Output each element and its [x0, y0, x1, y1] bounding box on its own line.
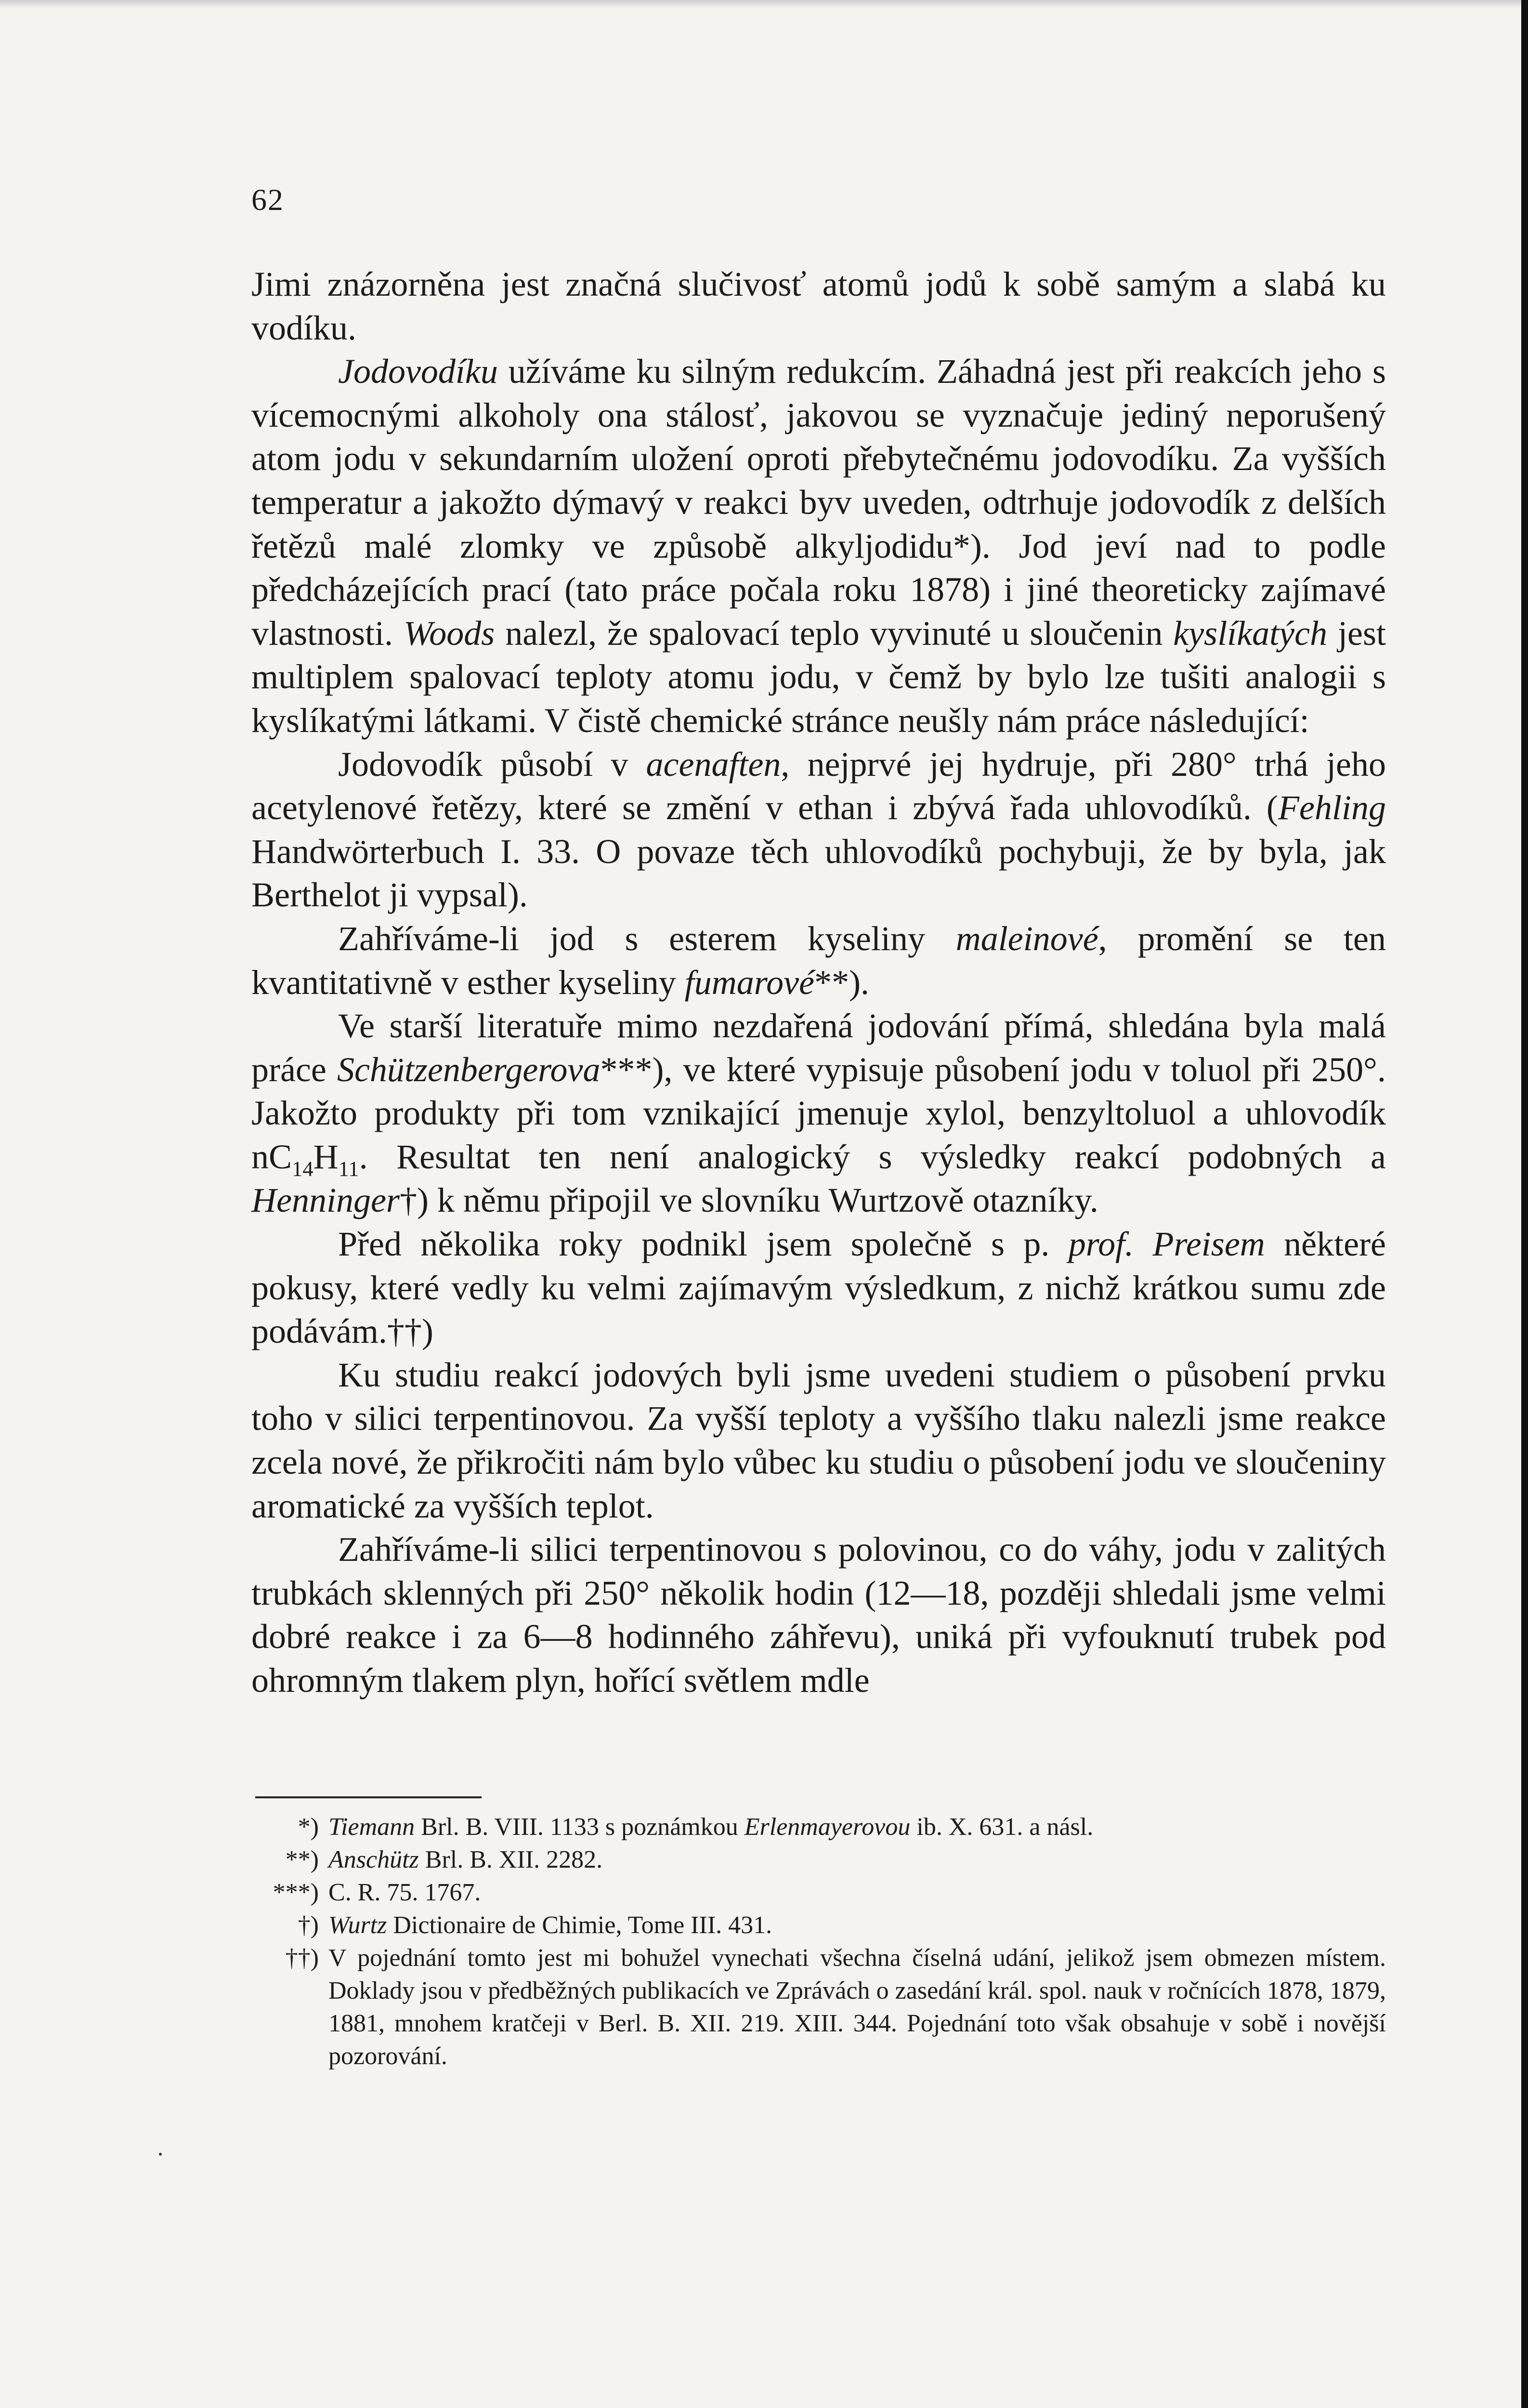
paragraph	[251, 1222, 1386, 1353]
italic-text: Jodovodíku	[338, 352, 498, 391]
paragraph	[251, 917, 1386, 1004]
paragraph	[251, 1353, 1386, 1528]
text-run: užíváme ku silným redukcím. Záhadná jest při reakcích jeho s vícemocnými alkoholy ona stálosť, jakovou se vyznačuje jediný neporušený atom jodu v sekundarním uložení oproti přebytečnému jodovodíku. Za vyšších temperatur a jakožto dýmavý v reakci byv uveden, odtrhuje jodovodík z delších řetězů malé zlomky ve způsobě alkyljodidu*). Jod jeví nad to podle předcházejících prací (tato práce počala roku 1878) i jiné theoreticky zajímavé vlastnosti.	[251, 352, 1386, 653]
paragraph	[251, 262, 1386, 350]
footnote	[251, 1811, 1386, 1844]
text-run: , nejprvé jej hydruje, při 280° trhá jeho acetylenové řetězy, které se změní v ethan i zbývá řada uhlovodíků. (	[251, 745, 1386, 827]
scan-edge-right	[1521, 0, 1528, 2408]
italic-text: Henninger	[251, 1181, 400, 1220]
italic-text: Schützenbergerova	[337, 1050, 601, 1089]
text-run: V pojednání tomto jest mi bohužel vynechati všechna číselná udání, jelikož jsem obmezen místem. Doklady jsou v předběžných publikacích ve Zprávách o zasedání král. spol. nauk v ročnících 1878, 1879, 1881, mnohem kratčeji v Berl. B. XII. 219. XIII. 344. Pojednání toto však obsahuje v sobě i novější pozorování.	[328, 1944, 1386, 2070]
text-run: †) k němu připojil ve slovníku Wurtzově otazníky.	[399, 1181, 1098, 1220]
text-run: . Resultat ten není analogický s výsledky reakcí podobných a	[359, 1137, 1386, 1176]
text-run: Ku studiu reakcí jodových byli jsme uvedeni studiem o působení prvku toho v silici terpentinovou. Za vyšší teploty a vyššího tlaku nalezli jsme reakce zcela nové, že přikročiti nám bylo vůbec ku studiu o působení jodu ve sloučeniny aromatické za vyšších teplot.	[251, 1355, 1386, 1525]
footnotes	[251, 1811, 1386, 2073]
paragraph	[251, 350, 1386, 742]
subscript: 11	[338, 1156, 359, 1181]
footnote-text	[328, 1942, 1386, 2073]
italic-text: Wurtz	[328, 1911, 387, 1939]
italic-text: fumarové	[684, 963, 815, 1002]
text-run: Zahříváme-li silici terpentinovou s polovinou, co do váhy, jodu v zalitých trubkách sklenných při 250° několik hodin (12—18, později shledali jsme velmi dobré reakce i za 6—8 hodinného záhřevu), uniká při vyfouknutí trubek pod ohromným tlakem plyn, hořící světlem mdle	[251, 1530, 1386, 1700]
text-run: Jodovodík působí v	[338, 745, 646, 784]
footnote-rule	[255, 1796, 482, 1798]
text-run: Handwörterbuch I. 33. O povaze těch uhlovodíků pochybuji, že by byla, jak Berthelot ji vypsal).	[251, 832, 1386, 915]
italic-text: Anschütz	[328, 1846, 419, 1873]
italic-text: acenaften	[646, 745, 781, 784]
italic-text: Tiemann	[328, 1813, 415, 1841]
paragraph	[251, 743, 1386, 917]
footnote-text	[328, 1811, 1386, 1844]
text-run: Dictionaire de Chimie, Tome III. 431.	[387, 1911, 772, 1939]
italic-text: kyslíkatých	[1173, 614, 1328, 653]
footnote	[251, 1909, 1386, 1942]
footnote-text	[328, 1844, 1386, 1876]
italic-text: prof. Preisem	[1068, 1225, 1265, 1264]
text-run: Jimi znázorněna jest značná slučivosť atomů jodů k sobě samým a slabá ku vodíku.	[251, 265, 1386, 347]
footnote-mark: †)	[298, 1911, 319, 1939]
text-run: ***), ve které vypisuje působení jodu v toluol při 250°. Jakožto produkty při tom vznikající jmenuje xylol, benzyltoluol a uhlovodík nC	[251, 1050, 1386, 1176]
text-run: některé pokusy, které vedly ku velmi zajímavým výsledkum, z nichž krátkou sumu zde podávám.††)	[251, 1225, 1386, 1351]
footnote	[251, 1876, 1386, 1909]
text-run: , promění se ten kvantitativně v esther kyseliny	[251, 919, 1386, 1002]
scan-shadow-top	[0, 0, 1528, 9]
italic-text: Woods	[403, 614, 495, 653]
scan-speck	[159, 2153, 162, 2156]
text-run: Brl. B. VIII. 1133 s poznámkou	[415, 1813, 744, 1841]
body-text	[251, 262, 1386, 1702]
italic-text: Erlenmayerovou	[744, 1813, 911, 1841]
text-run: ib. X. 631. a násl.	[910, 1813, 1094, 1841]
text-run: Brl. B. XII. 2282.	[418, 1846, 603, 1873]
footnote	[251, 1844, 1386, 1876]
footnote-text	[328, 1876, 1386, 1909]
text-run: Ve starší literatuře mimo nezdařená jodování přímá, shledána byla malá práce	[251, 1007, 1386, 1089]
footnote-mark: *)	[298, 1813, 319, 1841]
text-run: jest multiplem spalovací teploty atomu jodu, v čemž by bylo lze tušiti analogii s kyslíkatými látkami. V čistě chemické stránce neušly nám práce následující:	[251, 614, 1386, 740]
text-run: **).	[814, 963, 870, 1002]
footnote-mark: ††)	[285, 1944, 319, 1972]
paragraph	[251, 1004, 1386, 1222]
text-run: C. R. 75. 1767.	[328, 1879, 481, 1906]
footnote	[251, 1942, 1386, 2073]
text-run: nalezl, že spalovací teplo vyvinuté u sloučenin	[495, 614, 1174, 653]
page-number: 62	[251, 183, 284, 217]
italic-text: Fehling	[1278, 788, 1386, 827]
footnote-mark: ***)	[273, 1879, 319, 1906]
subscript: 14	[292, 1156, 313, 1181]
text-run: Zahříváme-li jod s esterem kyseliny	[338, 919, 956, 958]
text-run: Před několika roky podnikl jsem společně s p.	[338, 1225, 1069, 1264]
footnote-mark: **)	[285, 1846, 319, 1873]
paragraph	[251, 1528, 1386, 1702]
text-run: H	[313, 1137, 339, 1176]
footnote-text	[328, 1909, 1386, 1942]
italic-text: maleinové	[955, 919, 1098, 958]
